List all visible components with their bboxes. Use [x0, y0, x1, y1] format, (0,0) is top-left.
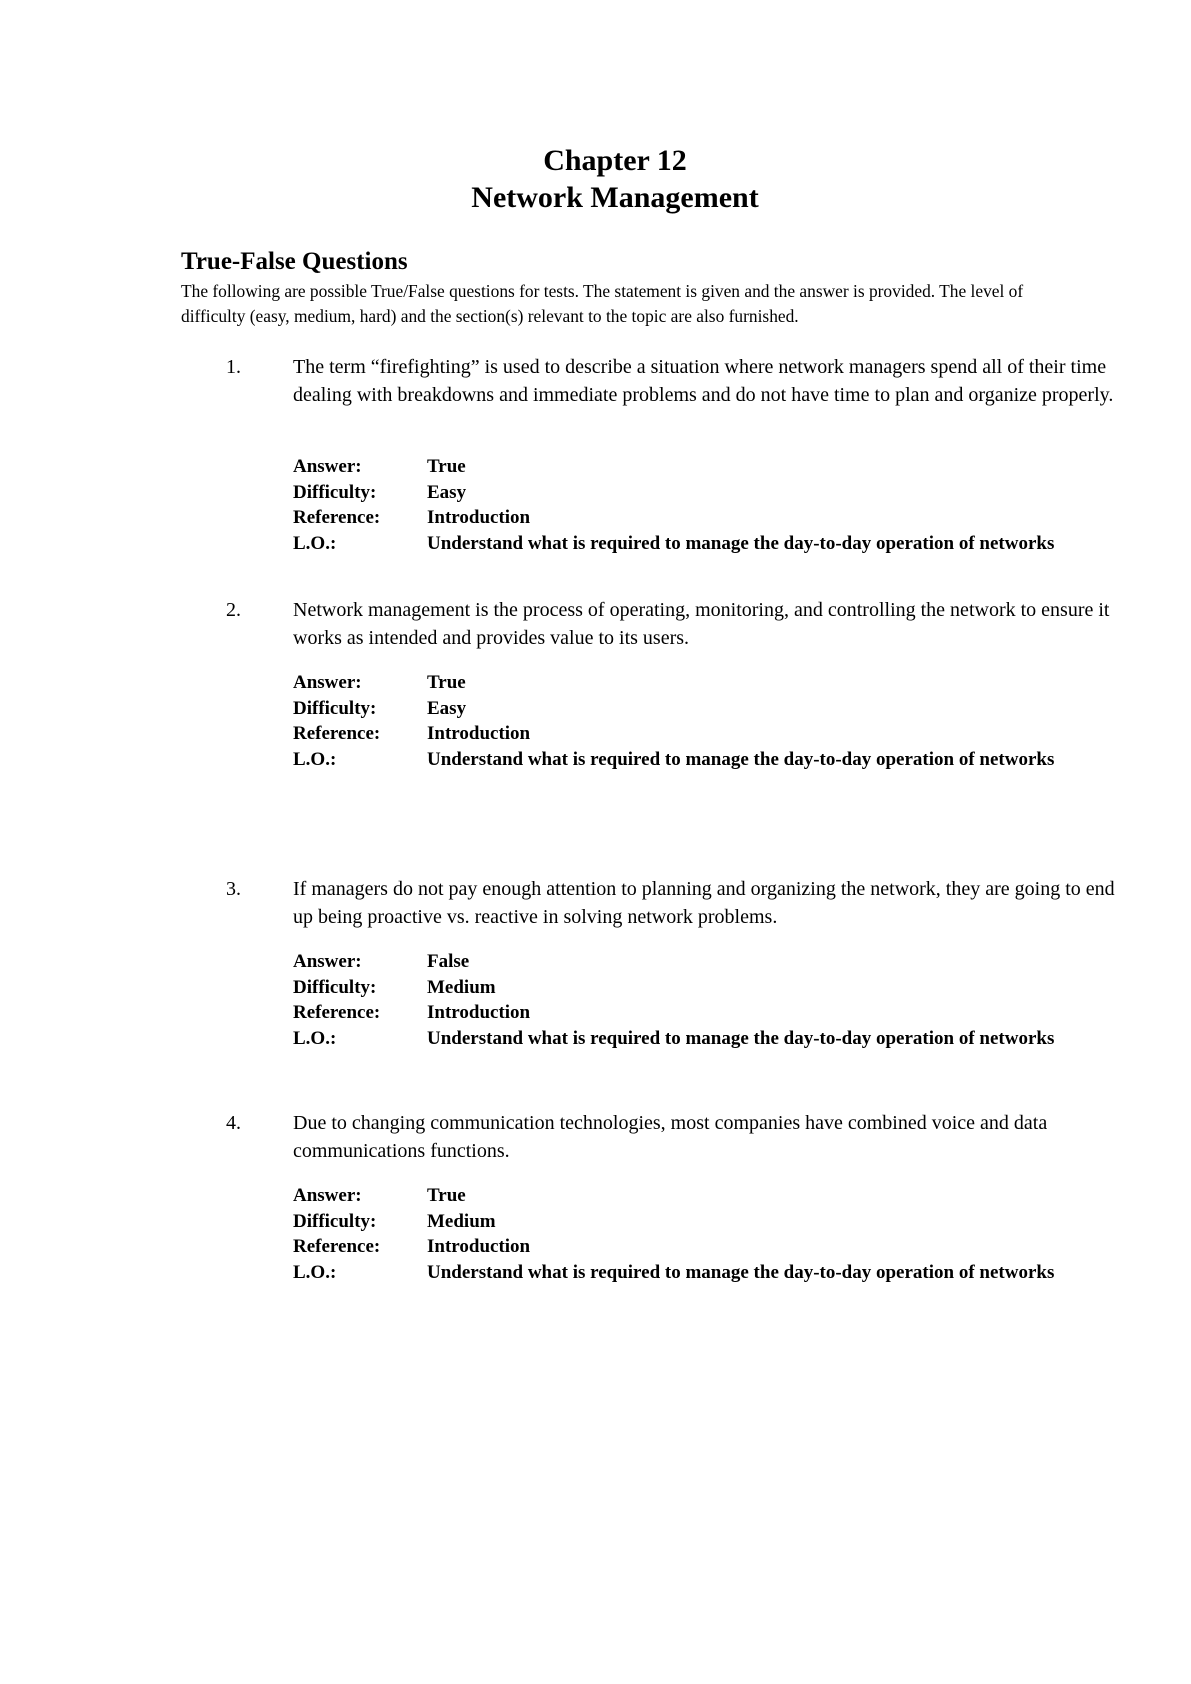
answer-label: Answer: [293, 1185, 362, 1206]
difficulty-value: Easy [427, 481, 467, 503]
answer-row [293, 670, 1093, 696]
lo-value: Understand what is required to manage the day-to-day operation of networks [427, 748, 1055, 770]
difficulty-row [293, 696, 1093, 722]
difficulty-value: Medium [427, 976, 496, 998]
difficulty-value: Easy [427, 697, 467, 719]
answer-row [293, 454, 1093, 480]
difficulty-row [293, 975, 1093, 1001]
lo-value: Understand what is required to manage the day-to-day operation of networks [427, 1027, 1055, 1049]
answer-label: Answer: [293, 951, 362, 972]
chapter-title-block [0, 142, 1191, 216]
lo-row [293, 1026, 1093, 1052]
lo-value: Understand what is required to manage the day-to-day operation of networks [427, 1261, 1055, 1283]
answer-label: Answer: [293, 672, 362, 693]
question-number: 3. [226, 878, 241, 900]
lo-row [293, 1260, 1093, 1286]
answer-row [293, 1183, 1093, 1209]
reference-label: Reference: [293, 723, 381, 744]
chapter-title: Network Management [471, 181, 759, 214]
answer-value: False [427, 951, 470, 972]
difficulty-label: Difficulty: [293, 697, 377, 719]
question-metadata [293, 670, 1093, 772]
answer-value: True [427, 1185, 466, 1206]
lo-row [293, 531, 1093, 557]
question-number: 2. [226, 599, 241, 621]
difficulty-label: Difficulty: [293, 1210, 377, 1232]
answer-value: True [427, 456, 466, 477]
reference-row [293, 1234, 1093, 1260]
answer-value: True [427, 672, 466, 693]
lo-label: L.O.: [293, 532, 337, 554]
lo-row [293, 747, 1093, 773]
reference-label: Reference: [293, 507, 381, 528]
question-text: Due to changing communication technologies, most companies have combined voice and data communications functions. [293, 1112, 1048, 1162]
reference-row [293, 1000, 1093, 1026]
question-metadata [293, 949, 1093, 1051]
reference-value: Introduction [427, 1002, 531, 1023]
difficulty-label: Difficulty: [293, 976, 377, 998]
difficulty-row [293, 1209, 1093, 1235]
lo-value: Understand what is required to manage the day-to-day operation of networks [427, 532, 1055, 554]
chapter-number: Chapter 12 [543, 144, 687, 177]
reference-label: Reference: [293, 1002, 381, 1023]
reference-row [293, 505, 1093, 531]
question-number: 4. [226, 1112, 241, 1134]
reference-row [293, 721, 1093, 747]
section-heading: True-False Questions [181, 248, 408, 275]
lo-label: L.O.: [293, 1261, 337, 1283]
question-text: The term “firefighting” is used to describe a situation where network managers spend all of their time dealing with breakdowns and immediate problems and do not have time to plan and organize properly. [293, 356, 1114, 406]
reference-value: Introduction [427, 1236, 531, 1257]
question-text: If managers do not pay enough attention to planning and organizing the network, they are going to end up being proactive vs. reactive in solving network problems. [293, 878, 1115, 928]
reference-value: Introduction [427, 507, 531, 528]
question-metadata [293, 454, 1093, 556]
reference-label: Reference: [293, 1236, 381, 1257]
question-text: Network management is the process of operating, monitoring, and controlling the network to ensure it works as intended and provides value to its users. [293, 599, 1110, 649]
lo-label: L.O.: [293, 748, 337, 770]
difficulty-row [293, 480, 1093, 506]
difficulty-value: Medium [427, 1210, 496, 1232]
question-number: 1. [226, 356, 241, 378]
question-metadata [293, 1183, 1093, 1285]
difficulty-label: Difficulty: [293, 481, 377, 503]
answer-label: Answer: [293, 456, 362, 477]
lo-label: L.O.: [293, 1027, 337, 1049]
answer-row [293, 949, 1093, 975]
reference-value: Introduction [427, 723, 531, 744]
section-intro: The following are possible True/False questions for tests. The statement is given and the answer is provided. The level of difficulty (easy, medium, hard) and the section(s) relevant to the topic are also furnished. [181, 281, 1024, 326]
